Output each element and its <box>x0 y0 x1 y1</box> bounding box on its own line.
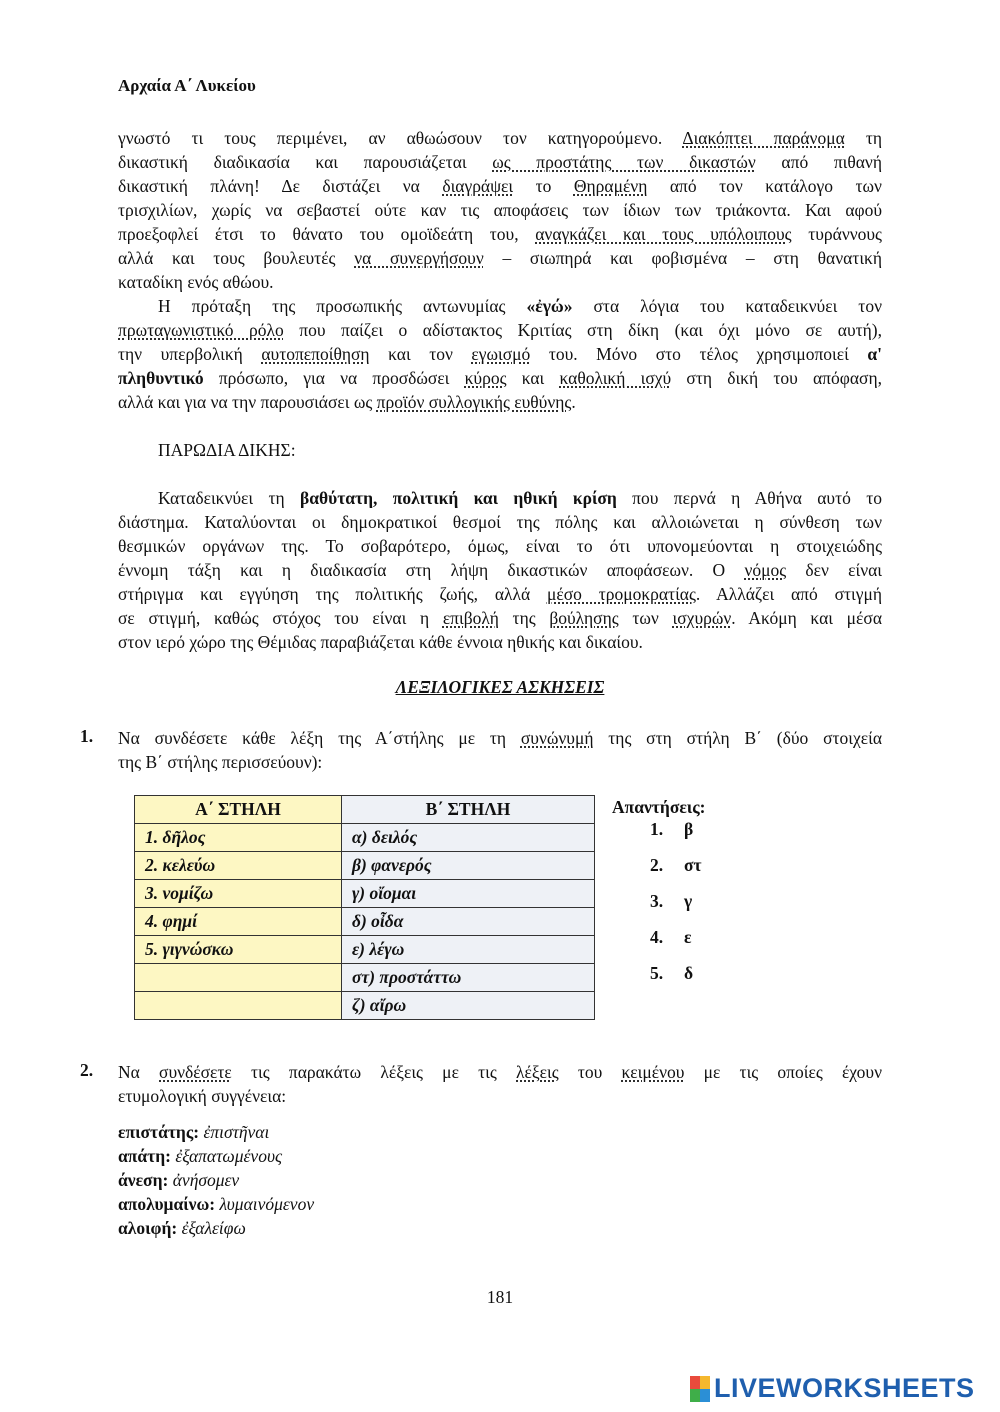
matching-table <box>134 795 595 1020</box>
exercise-1-number: 1. <box>80 726 94 746</box>
text-line <box>118 270 882 294</box>
answer-value: γ <box>684 891 693 911</box>
answer-number: 3. <box>650 891 664 911</box>
answer-item <box>650 963 693 984</box>
section-heading: ΛΕΞΙΛΟΓΙΚΕΣ ΑΣΚΗΣΕΙΣ <box>395 677 605 697</box>
table-row <box>135 964 595 992</box>
text-line <box>118 342 882 366</box>
underlined-phrase: διαγράψει <box>442 176 514 196</box>
text-run: από τον κατάλογο των <box>647 176 882 196</box>
text-run: της Β΄ στήλης περισσεύουν): <box>118 752 323 772</box>
answer-value: ε <box>684 927 692 947</box>
page-number: 181 <box>486 1287 514 1307</box>
text-run: των <box>618 608 673 628</box>
text-run: της στη στήλη Β΄ (δύο στοιχεία <box>593 728 882 748</box>
logo-square-3 <box>690 1389 700 1402</box>
answer-item <box>650 855 702 876</box>
underlined-phrase: αυτοπεποίθηση <box>261 344 370 364</box>
text-line <box>118 246 882 270</box>
modern-word: άνεση: <box>118 1170 173 1190</box>
underlined-phrase: επιβολή <box>442 608 499 628</box>
text-run: δεν είναι <box>786 560 883 580</box>
subheading-parody: ΠΑΡΩΔΙΑ ΔΙΚΗΣ: <box>158 440 296 460</box>
word-pair <box>118 1144 314 1168</box>
text-line <box>118 1060 882 1084</box>
text-run: θεσμικών οργάνων της. Το σοβαρότερο, όμως, είναι το ότι υπονομεύονται η στοιχειώδης <box>118 536 882 556</box>
word-pair <box>118 1168 314 1192</box>
underlined-phrase: συνδέσετε <box>159 1062 232 1082</box>
paragraph-ego-pronoun <box>118 294 882 414</box>
column-a-cell: 4. φημί <box>135 908 342 936</box>
ancient-word: ἐξαλείφω <box>181 1218 246 1238</box>
bold-phrase: πληθυντικό <box>118 368 204 388</box>
logo-square-1 <box>690 1376 700 1389</box>
text-run: τις παρακάτω λέξεις με τις <box>231 1062 516 1082</box>
text-line <box>118 222 882 246</box>
column-a-header: Α΄ ΣΤΗΛΗ <box>135 796 342 824</box>
text-run: . Ακόμη και μέσα <box>731 608 882 628</box>
etymology-word-list <box>118 1120 314 1240</box>
underlined-phrase: καθολική ισχύ <box>559 368 672 388</box>
ancient-word: ἀνήσομεν <box>172 1170 240 1190</box>
text-line <box>118 126 882 150</box>
text-line <box>118 606 882 630</box>
text-line <box>118 726 882 750</box>
text-run: του. Μόνο στο τέλος χρησιμοποιεί <box>530 344 868 364</box>
text-line <box>118 150 882 174</box>
bold-phrase: α' <box>867 344 882 364</box>
modern-word: επιστάτης: <box>118 1122 204 1142</box>
text-run: που περνά η Αθήνα αυτό το <box>616 488 882 508</box>
underlined-phrase: εγωισμό <box>471 344 531 364</box>
text-run: στήριγμα και εγγύηση της πολιτικής ζωής, αλλά <box>118 584 547 604</box>
text-line <box>118 534 882 558</box>
answer-value: β <box>684 819 694 839</box>
answer-number: 2. <box>650 855 664 875</box>
underlined-phrase: να συνεργήσουν <box>354 248 484 268</box>
text-line <box>118 390 882 414</box>
column-b-cell: ζ) αἴρω <box>342 992 595 1020</box>
text-line <box>118 198 882 222</box>
ancient-word: ἐξαπατωμένους <box>175 1146 283 1166</box>
underlined-phrase: λέξεις <box>516 1062 559 1082</box>
underlined-phrase: κύρος <box>464 368 507 388</box>
page-header: Αρχαία Α΄ Λυκείου <box>118 76 256 95</box>
text-run: τρισχιλίων, χωρίς να σεβαστεί ούτε καν τις αποφάσεις των ίδιων των τριάκοντα. Και αφού <box>118 200 882 220</box>
ancient-word: ἐπιστῆναι <box>203 1122 270 1142</box>
text-line <box>118 750 882 774</box>
text-run: στον ιερό χώρο της Θέμιδας παραβιάζεται κάθε έννοια ηθικής και δικαίου. <box>118 632 643 652</box>
table-header-row <box>135 796 595 824</box>
text-run: Καταδεικνύει τη <box>158 488 300 508</box>
text-run: έννομη τάξη και η διαδικασία στη λήψη δικαστικών αποφάσεων. Ο <box>118 560 745 580</box>
text-run: δικαστική διαδικασία και παρουσιάζεται <box>118 152 493 172</box>
answer-number: 5. <box>650 963 664 983</box>
text-run: με τις οποίες έχουν <box>684 1062 883 1082</box>
answer-value: δ <box>684 963 694 983</box>
text-line <box>118 486 882 510</box>
exercise-1-instructions <box>118 726 882 774</box>
answers-box <box>612 797 706 983</box>
text-run: γνωστό τι τους περιμένει, αν αθωώσουν τον κατηγορούμενο. <box>118 128 683 148</box>
logo-square-4 <box>700 1389 710 1402</box>
table-row <box>135 936 595 964</box>
underlined-phrase: κειμένου <box>621 1062 685 1082</box>
text-run: . <box>571 392 576 412</box>
text-run: – σιωπηρά και φοβισμένα – στη θανατική <box>483 248 882 268</box>
text-line <box>118 558 882 582</box>
column-b-cell: α) δειλός <box>342 824 595 852</box>
underlined-phrase: ισχυρών <box>672 608 732 628</box>
text-run: του <box>558 1062 622 1082</box>
word-pair <box>118 1216 314 1240</box>
column-b-cell: δ) οἶδα <box>342 908 595 936</box>
text-line <box>118 510 882 534</box>
modern-word: απάτη: <box>118 1146 176 1166</box>
answer-item <box>650 927 691 948</box>
text-run: δικαστική πλάνη! Δε διστάζει να <box>118 176 443 196</box>
column-b-header: Β΄ ΣΤΗΛΗ <box>342 796 595 824</box>
column-a-cell: 5. γιγνώσκω <box>135 936 342 964</box>
text-run: διάστημα. Καταλύονται οι δημοκρατικοί θεσμοί της πόλης και αλλοιώνεται η σύνθεση των <box>118 512 882 532</box>
modern-word: αλοιφή: <box>118 1218 182 1238</box>
answer-item <box>650 891 692 912</box>
column-a-cell: 1. δῆλος <box>135 824 342 852</box>
bold-phrase: «ἐγώ» <box>526 296 573 316</box>
underlined-phrase: προϊόν συλλογικής ευθύνης <box>376 392 572 412</box>
answers-title: Απαντήσεις: <box>612 797 706 817</box>
answer-number: 1. <box>650 819 664 839</box>
text-line <box>118 294 882 318</box>
text-run: που παίζει ο αδίστακτος Κριτίας στη δίκη (και όχι μόνο σε αυτή), <box>283 320 882 340</box>
underlined-phrase: πρωταγωνιστικό ρόλο <box>118 320 284 340</box>
underlined-phrase: ως προστάτης των δικαστών <box>492 152 756 172</box>
underlined-phrase: Θηραμένη <box>573 176 648 196</box>
exercise-2-number: 2. <box>80 1060 94 1080</box>
text-run: στη δική του απόφαση, <box>671 368 882 388</box>
paragraph-political-crisis <box>118 486 882 654</box>
paragraph-trial-conduct <box>118 126 882 294</box>
answer-item <box>650 819 693 840</box>
answer-value: στ <box>684 855 702 875</box>
text-run: την υπερβολική <box>118 344 262 364</box>
text-run: τη <box>844 128 883 148</box>
text-run: προεξοφλεί έτσι το θάνατο του ομοϊδεάτη του, <box>118 224 536 244</box>
text-run: καταδίκη ενός αθώου. <box>118 272 274 292</box>
table-row <box>135 908 595 936</box>
underlined-phrase: νόμος <box>744 560 787 580</box>
ancient-word: λυμαινόμενον <box>219 1194 315 1214</box>
text-run: . Αλλάζει από στιγμή <box>695 584 883 604</box>
text-run: Να <box>118 1062 160 1082</box>
column-a-cell <box>135 964 342 992</box>
column-a-cell: 3. νομίζω <box>135 880 342 908</box>
column-b-cell: β) φανερός <box>342 852 595 880</box>
text-run: τυράννους <box>791 224 882 244</box>
column-a-cell: 2. κελεύω <box>135 852 342 880</box>
column-a-cell <box>135 992 342 1020</box>
table-row <box>135 852 595 880</box>
exercise-2-instructions <box>118 1060 882 1108</box>
text-line <box>118 1084 882 1108</box>
column-b-cell: στ) προστάττω <box>342 964 595 992</box>
text-run: το <box>513 176 574 196</box>
text-run: και <box>506 368 560 388</box>
text-run: σε στιγμή, καθώς στόχος του είναι η <box>118 608 443 628</box>
modern-word: απολυμαίνω: <box>118 1194 220 1214</box>
text-run: αλλά και για να την παρουσιάσει ως <box>118 392 377 412</box>
text-line <box>118 630 882 654</box>
table-row <box>135 880 595 908</box>
text-line <box>118 174 882 198</box>
column-b-cell: γ) οἴομαι <box>342 880 595 908</box>
underlined-phrase: συνώνυμή <box>520 728 594 748</box>
text-line <box>118 582 882 606</box>
underlined-phrase: βούλησης <box>549 608 619 628</box>
underlined-phrase: αναγκάζει και τους υπόλοιπους <box>535 224 792 244</box>
logo-icon <box>690 1376 710 1402</box>
text-line <box>118 366 882 390</box>
bold-phrase: βαθύτατη, πολιτική και ηθική κρίση <box>300 488 617 508</box>
column-b-cell: ε) λέγω <box>342 936 595 964</box>
table-row <box>135 824 595 852</box>
liveworksheets-logo <box>690 1373 975 1404</box>
text-run: της <box>498 608 550 628</box>
answer-number: 4. <box>650 927 664 947</box>
text-run: ετυμολογική συγγένεια: <box>118 1086 287 1106</box>
text-run: Η πρόταξη της προσωπικής αντωνυμίας <box>158 296 527 316</box>
text-run: πρόσωπο, για να προσδώσει <box>203 368 465 388</box>
underlined-phrase: Διακόπτει παράνομα <box>682 128 845 148</box>
text-line <box>118 318 882 342</box>
underlined-phrase: μέσο τρομοκρατίας <box>546 584 696 604</box>
text-run: στα λόγια του καταδεικνύει τον <box>572 296 882 316</box>
table-row <box>135 992 595 1020</box>
word-pair <box>118 1192 314 1216</box>
text-run: Να συνδέσετε κάθε λέξη της Α΄στήλης με τη <box>118 728 521 748</box>
text-run: από πιθανή <box>755 152 882 172</box>
logo-square-2 <box>700 1376 710 1389</box>
text-run: και τον <box>369 344 472 364</box>
text-run: αλλά και τους βουλευτές <box>118 248 355 268</box>
word-pair <box>118 1120 314 1144</box>
logo-text: LIVEWORKSHEETS <box>714 1373 975 1403</box>
